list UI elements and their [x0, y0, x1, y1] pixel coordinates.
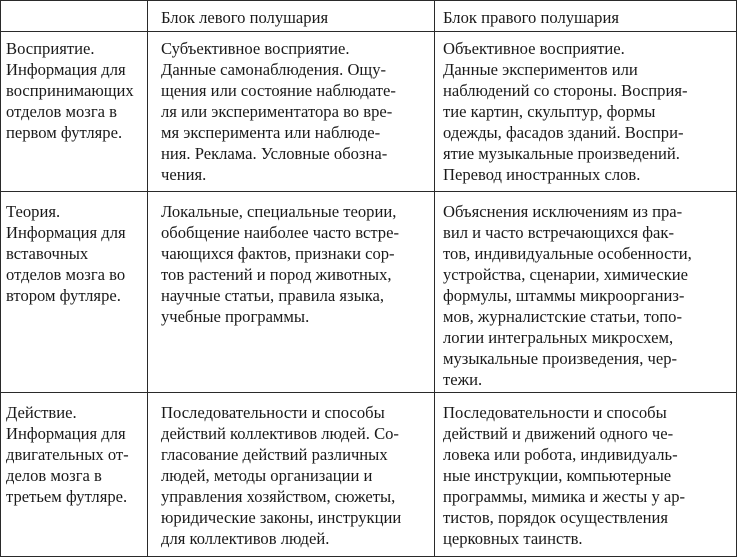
header-cell-right-hemisphere [435, 1, 737, 32]
text-line: Данные экспериментов или [443, 60, 638, 79]
row-label-cell [1, 32, 148, 192]
text-line: отделов мозга в [6, 102, 117, 121]
text-line: церковных таинств. [443, 529, 583, 548]
right-hemisphere-cell [435, 32, 737, 192]
left-hemisphere-cell [148, 192, 435, 393]
text-line: делов мозга в [6, 466, 102, 485]
right-hemisphere-cell [435, 192, 737, 393]
text-line: мов, журналистские статьи, топо- [443, 307, 682, 326]
text-line: действий коллективов людей. Со- [161, 424, 399, 443]
text-line: программы, мимика и жесты у ар- [443, 487, 686, 506]
text-line: Информация для [6, 424, 126, 443]
text-line: двигательных от- [6, 445, 129, 464]
text-line: Объективное восприятие. [443, 39, 625, 58]
text-line: ятие музыкальные произведений. [443, 144, 680, 163]
text-line: тие картин, скульптур, формы [443, 102, 656, 121]
text-line: действий и движений одного че- [443, 424, 674, 443]
text-line: ловека или робота, индивидуаль- [443, 445, 678, 464]
text-line: первом футляре. [6, 123, 123, 142]
text-line: ные инструкции, компьютерные [443, 466, 672, 485]
text-line: Объяснения исключениям из пра- [443, 202, 683, 221]
table-row [1, 32, 737, 192]
text-line: тежи. [443, 370, 483, 389]
text-line: ния. Реклама. Условные обозна- [161, 144, 388, 163]
text-line: Информация для [6, 223, 126, 242]
row-label-cell [1, 192, 148, 393]
text-line: наблюдений со стороны. Восприя- [443, 81, 688, 100]
text-line: музыкальные произведения, чер- [443, 349, 678, 368]
text-line: юридические законы, инструкции [161, 508, 402, 527]
text-line: Информация для [6, 60, 126, 79]
text-line: Перевод иностранных слов. [443, 165, 641, 184]
table-header-row [1, 1, 737, 32]
left-hemisphere-cell [148, 393, 435, 557]
text-line: Субъективное восприятие. [161, 39, 350, 58]
table-row [1, 393, 737, 557]
text-line: обобщение наиболее часто встре- [161, 223, 400, 242]
text-line: логии интегральных микросхем, [443, 328, 674, 347]
text-line: Последовательности и способы [443, 403, 667, 422]
text-line: чения. [161, 165, 207, 184]
header-cell-empty [1, 1, 148, 32]
text-line: формулы, штаммы микроорганиз- [443, 286, 685, 305]
text-line: Теория. [6, 202, 61, 221]
text-line: отделов мозга во [6, 265, 126, 284]
text-line: тистов, порядок осуществления [443, 508, 668, 527]
text-line: вставочных [6, 244, 89, 263]
text-line: людей, методы организации и [161, 466, 373, 485]
text-line: Локальные, специальные теории, [161, 202, 397, 221]
text-line: тов, индивидуальные особенности, [443, 244, 692, 263]
text-line: научные статьи, правила языка, [161, 286, 385, 305]
text-line: учебные программы. [161, 307, 310, 326]
text-line: чающихся фактов, признаки сор- [161, 244, 395, 263]
text-line: одежды, фасадов зданий. Воспри- [443, 123, 684, 142]
text-line: Данные самонаблюдения. Ощу- [161, 60, 387, 79]
text-line: Восприятие. [6, 39, 95, 58]
text-line: гласование действий различных [161, 445, 388, 464]
header-cell-left-hemisphere [148, 1, 435, 32]
text-line: щения или состояние наблюдате- [161, 81, 396, 100]
row-label-cell [1, 393, 148, 557]
right-hemisphere-cell [435, 393, 737, 557]
text-line: ля или экспериментатора во вре- [161, 102, 393, 121]
text-line: Последовательности и способы [161, 403, 385, 422]
text-line: третьем футляре. [6, 487, 128, 506]
text-line: устройства, сценарии, химические [443, 265, 689, 284]
text-line: управления хозяйством, сюжеты, [161, 487, 396, 506]
left-hemisphere-cell [148, 32, 435, 192]
text-line: воспринимающих [6, 81, 134, 100]
text-line: мя эксперимента или наблюде- [161, 123, 381, 142]
table-row [1, 192, 737, 393]
header-label: Блок левого полушария [161, 8, 329, 27]
text-line: Действие. [6, 403, 77, 422]
text-line: для коллективов людей. [161, 529, 330, 548]
text-line: втором футляре. [6, 286, 121, 305]
text-line: тов растений и пород животных, [161, 265, 392, 284]
text-line: вил и часто встречающихся фак- [443, 223, 674, 242]
header-label: Блок правого полушария [443, 8, 619, 27]
